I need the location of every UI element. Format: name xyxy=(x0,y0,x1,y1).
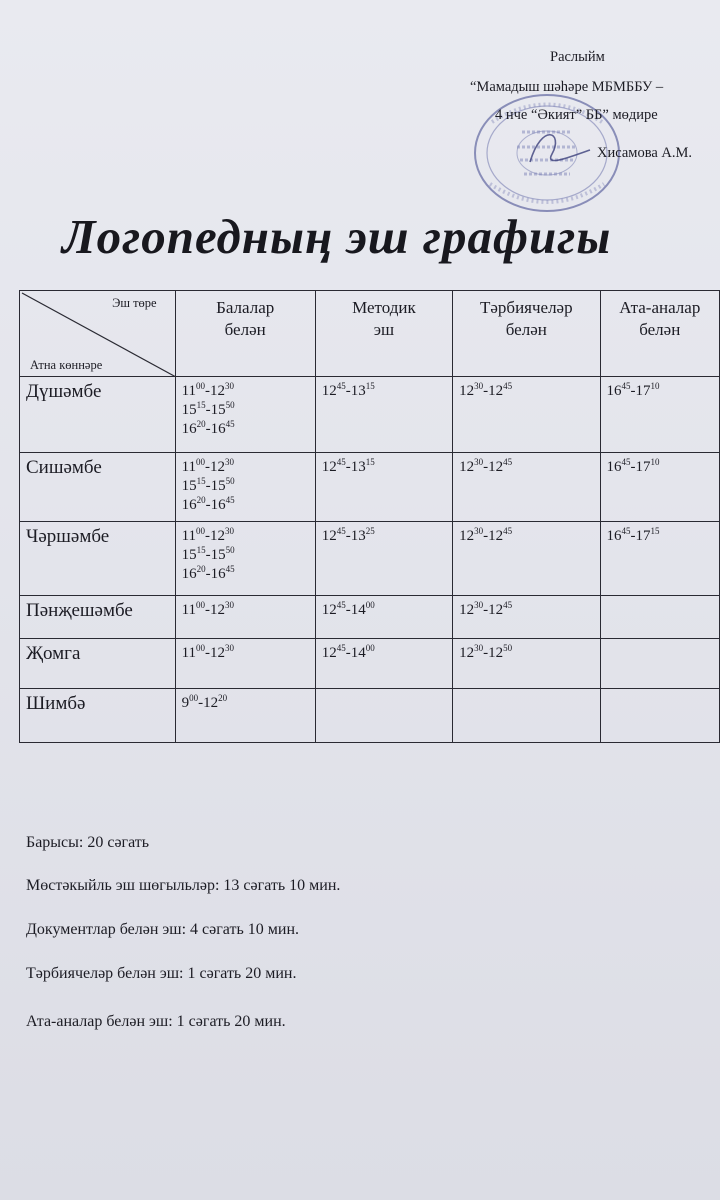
approval-line-3: 4 нче “Әкият” ББ” мөдире xyxy=(495,107,658,123)
hour: 16 xyxy=(606,528,622,544)
hour: 15 xyxy=(210,478,226,495)
summary-independent: Мөстәкыйль эш шөгыльләр: 13 сәгать 10 мин. xyxy=(26,877,341,894)
time-range: $16^{20}-16^{45}$ xyxy=(181,564,235,583)
table-row xyxy=(20,639,720,689)
table-row xyxy=(20,522,720,596)
time-range: $11^{00}-12^{30}$ xyxy=(181,457,235,475)
hour: 16 xyxy=(181,497,197,514)
time-cell xyxy=(315,639,452,689)
time-range: $11^{00}-12^{30}$ xyxy=(181,526,235,544)
time-range: $15^{15}-15^{50}$ xyxy=(181,545,235,564)
time-cell xyxy=(600,596,719,639)
time-range: $12^{45}-14^{00}$ xyxy=(321,600,375,618)
minutes: 20 xyxy=(196,495,206,506)
table-row xyxy=(20,377,720,453)
hour: 15 xyxy=(210,547,226,564)
time-cell xyxy=(453,639,600,689)
time-cell xyxy=(315,522,452,596)
minutes: 45 xyxy=(225,495,235,506)
column-header: Балалар белән xyxy=(175,291,315,377)
hour: 12 xyxy=(210,459,226,475)
time-range: $9^{00}-12^{20}$ xyxy=(181,693,228,711)
minutes: 00 xyxy=(196,526,206,536)
minutes: 15 xyxy=(196,476,206,487)
summary-documents: Документлар белән эш: 4 сәгать 10 мин. xyxy=(26,921,300,938)
hour: 15 xyxy=(181,478,197,495)
time-range: $12^{45}-13^{15}$ xyxy=(321,381,375,399)
time-cell xyxy=(175,596,315,639)
table-row xyxy=(20,453,720,522)
hour: 13 xyxy=(350,459,366,475)
minutes: 20 xyxy=(218,693,228,703)
summary-parents: Ата-аналар белән эш: 1 сәгать 20 мин. xyxy=(26,1013,286,1030)
weekday-cell: Дүшәмбе xyxy=(20,377,176,453)
time-cell xyxy=(453,377,600,453)
minutes: 10 xyxy=(650,457,660,467)
minutes: 15 xyxy=(650,526,660,536)
schedule-body xyxy=(20,377,720,743)
time-cell xyxy=(175,522,315,596)
minutes: 15 xyxy=(365,457,375,467)
hour: 12 xyxy=(488,645,504,661)
time-cell xyxy=(453,453,600,522)
corner-header-cell xyxy=(20,291,176,377)
minutes: 30 xyxy=(225,457,235,467)
hour: 12 xyxy=(459,602,475,618)
time-cell xyxy=(175,377,315,453)
hour: 16 xyxy=(181,566,197,583)
hour: 11 xyxy=(181,383,197,399)
minutes: 20 xyxy=(196,564,206,575)
hour: 11 xyxy=(181,645,197,661)
minutes: 30 xyxy=(225,643,235,653)
hour: 12 xyxy=(321,528,337,544)
hour: 12 xyxy=(459,459,475,475)
hour: 15 xyxy=(181,402,197,419)
time-range: $11^{00}-12^{30}$ xyxy=(181,381,235,399)
hour: 12 xyxy=(459,528,475,544)
hour: 12 xyxy=(321,602,337,618)
minutes: 45 xyxy=(336,381,346,391)
minutes: 15 xyxy=(196,400,206,411)
time-range: $15^{15}-15^{50}$ xyxy=(181,476,235,495)
hour: 16 xyxy=(606,459,622,475)
hour: 12 xyxy=(459,383,475,399)
minutes: 45 xyxy=(621,381,631,391)
hour: 16 xyxy=(181,421,197,438)
table-row xyxy=(20,689,720,743)
hour: 12 xyxy=(210,528,226,544)
weekday-cell: Чәршәмбе xyxy=(20,522,176,596)
time-cell xyxy=(600,522,719,596)
minutes: 45 xyxy=(503,526,513,536)
minutes: 30 xyxy=(225,526,235,536)
time-range: $11^{00}-12^{30}$ xyxy=(181,643,235,661)
minutes: 45 xyxy=(336,457,346,467)
hour: 13 xyxy=(350,383,366,399)
minutes: 00 xyxy=(196,457,206,467)
page-title: Логопедның эш графигы xyxy=(62,209,612,264)
hour: 9 xyxy=(181,695,190,711)
hour: 12 xyxy=(321,459,337,475)
time-cell xyxy=(453,596,600,639)
minutes: 25 xyxy=(365,526,375,536)
minutes: 30 xyxy=(474,643,484,653)
hour: 17 xyxy=(635,528,651,544)
time-cell xyxy=(600,377,719,453)
hour: 16 xyxy=(606,383,622,399)
time-cell xyxy=(315,453,452,522)
time-range: $12^{30}-12^{45}$ xyxy=(459,600,513,618)
hour: 13 xyxy=(350,528,366,544)
summary-teachers: Тәрбиячеләр белән эш: 1 сәгать 20 мин. xyxy=(26,965,297,982)
hour: 12 xyxy=(321,645,337,661)
minutes: 30 xyxy=(225,600,235,610)
hour: 12 xyxy=(210,645,226,661)
hour: 12 xyxy=(459,645,475,661)
time-range: $16^{20}-16^{45}$ xyxy=(181,419,235,438)
time-cell xyxy=(453,522,600,596)
hour: 12 xyxy=(210,602,226,618)
hour: 15 xyxy=(210,402,226,419)
minutes: 00 xyxy=(196,381,206,391)
time-cell xyxy=(453,689,600,743)
weekdays-label: Атна көннәре xyxy=(30,357,103,372)
time-cell xyxy=(175,453,315,522)
minutes: 45 xyxy=(503,457,513,467)
time-cell xyxy=(315,689,452,743)
minutes: 45 xyxy=(621,526,631,536)
minutes: 45 xyxy=(336,643,346,653)
time-range: $12^{45}-13^{25}$ xyxy=(321,526,375,544)
time-cell xyxy=(315,596,452,639)
column-header: Тәрбиячеләр белән xyxy=(453,291,600,377)
weekday-cell: Сишәмбе xyxy=(20,453,176,522)
minutes: 10 xyxy=(650,381,660,391)
hour: 11 xyxy=(181,459,197,475)
hour: 16 xyxy=(210,497,226,514)
approval-line-1: Раслыйм xyxy=(550,49,605,65)
time-cell xyxy=(175,639,315,689)
schedule-table xyxy=(19,290,720,743)
header-row xyxy=(20,291,720,377)
hour: 16 xyxy=(210,421,226,438)
time-range: $12^{30}-12^{45}$ xyxy=(459,526,513,544)
minutes: 45 xyxy=(503,381,513,391)
hour: 17 xyxy=(635,459,651,475)
table-row xyxy=(20,596,720,639)
time-range: $12^{45}-13^{15}$ xyxy=(321,457,375,475)
time-range: $16^{20}-16^{45}$ xyxy=(181,495,235,514)
minutes: 00 xyxy=(189,693,199,703)
minutes: 15 xyxy=(196,545,206,556)
hour: 12 xyxy=(488,459,504,475)
time-range: $16^{45}-17^{10}$ xyxy=(606,457,660,475)
minutes: 30 xyxy=(474,600,484,610)
summary-total: Барысы: 20 сәгать xyxy=(26,834,150,851)
hour: 12 xyxy=(210,383,226,399)
minutes: 50 xyxy=(503,643,513,653)
approval-line-2: “Мамадыш шәһәре МБМББУ – xyxy=(470,79,664,95)
minutes: 50 xyxy=(225,545,235,556)
minutes: 00 xyxy=(365,643,375,653)
time-range: $12^{30}-12^{45}$ xyxy=(459,381,513,399)
time-range: $16^{45}-17^{15}$ xyxy=(606,526,660,544)
minutes: 20 xyxy=(196,419,206,430)
minutes: 45 xyxy=(225,419,235,430)
weekday-cell: Җомга xyxy=(20,639,176,689)
hour: 12 xyxy=(321,383,337,399)
minutes: 00 xyxy=(365,600,375,610)
minutes: 45 xyxy=(503,600,513,610)
hour: 12 xyxy=(203,695,219,711)
time-range: $12^{45}-14^{00}$ xyxy=(321,643,375,661)
approval-line-4: Хисамова А.М. xyxy=(597,145,693,161)
minutes: 50 xyxy=(225,400,235,411)
time-cell xyxy=(600,689,719,743)
column-header: Ата-аналар белән xyxy=(600,291,719,377)
minutes: 30 xyxy=(474,526,484,536)
minutes: 30 xyxy=(474,381,484,391)
time-cell xyxy=(600,453,719,522)
minutes: 00 xyxy=(196,643,206,653)
minutes: 50 xyxy=(225,476,235,487)
time-range: $11^{00}-12^{30}$ xyxy=(181,600,235,618)
time-range: $12^{30}-12^{50}$ xyxy=(459,643,513,661)
minutes: 45 xyxy=(621,457,631,467)
minutes: 45 xyxy=(336,600,346,610)
minutes: 45 xyxy=(225,564,235,575)
time-range: $16^{45}-17^{10}$ xyxy=(606,381,660,399)
hour: 14 xyxy=(350,602,366,618)
minutes: 45 xyxy=(336,526,346,536)
minutes: 30 xyxy=(225,381,235,391)
work-type-label: Эш төре xyxy=(112,296,157,310)
hour: 12 xyxy=(488,383,504,399)
hour: 17 xyxy=(635,383,651,399)
time-cell xyxy=(600,639,719,689)
minutes: 00 xyxy=(196,600,206,610)
time-range: $15^{15}-15^{50}$ xyxy=(181,400,235,419)
minutes: 15 xyxy=(365,381,375,391)
hour: 16 xyxy=(210,566,226,583)
minutes: 30 xyxy=(474,457,484,467)
hour: 12 xyxy=(488,528,504,544)
time-range: $12^{30}-12^{45}$ xyxy=(459,457,513,475)
hour: 11 xyxy=(181,602,197,618)
hour: 12 xyxy=(488,602,504,618)
column-header: Методик эш xyxy=(315,291,452,377)
hour: 15 xyxy=(181,547,197,564)
time-cell xyxy=(175,689,315,743)
time-cell xyxy=(315,377,452,453)
hour: 14 xyxy=(350,645,366,661)
weekday-cell: Шимбә xyxy=(20,689,176,743)
weekday-cell: Пәнҗешәмбе xyxy=(20,596,176,639)
hour: 11 xyxy=(181,528,197,544)
